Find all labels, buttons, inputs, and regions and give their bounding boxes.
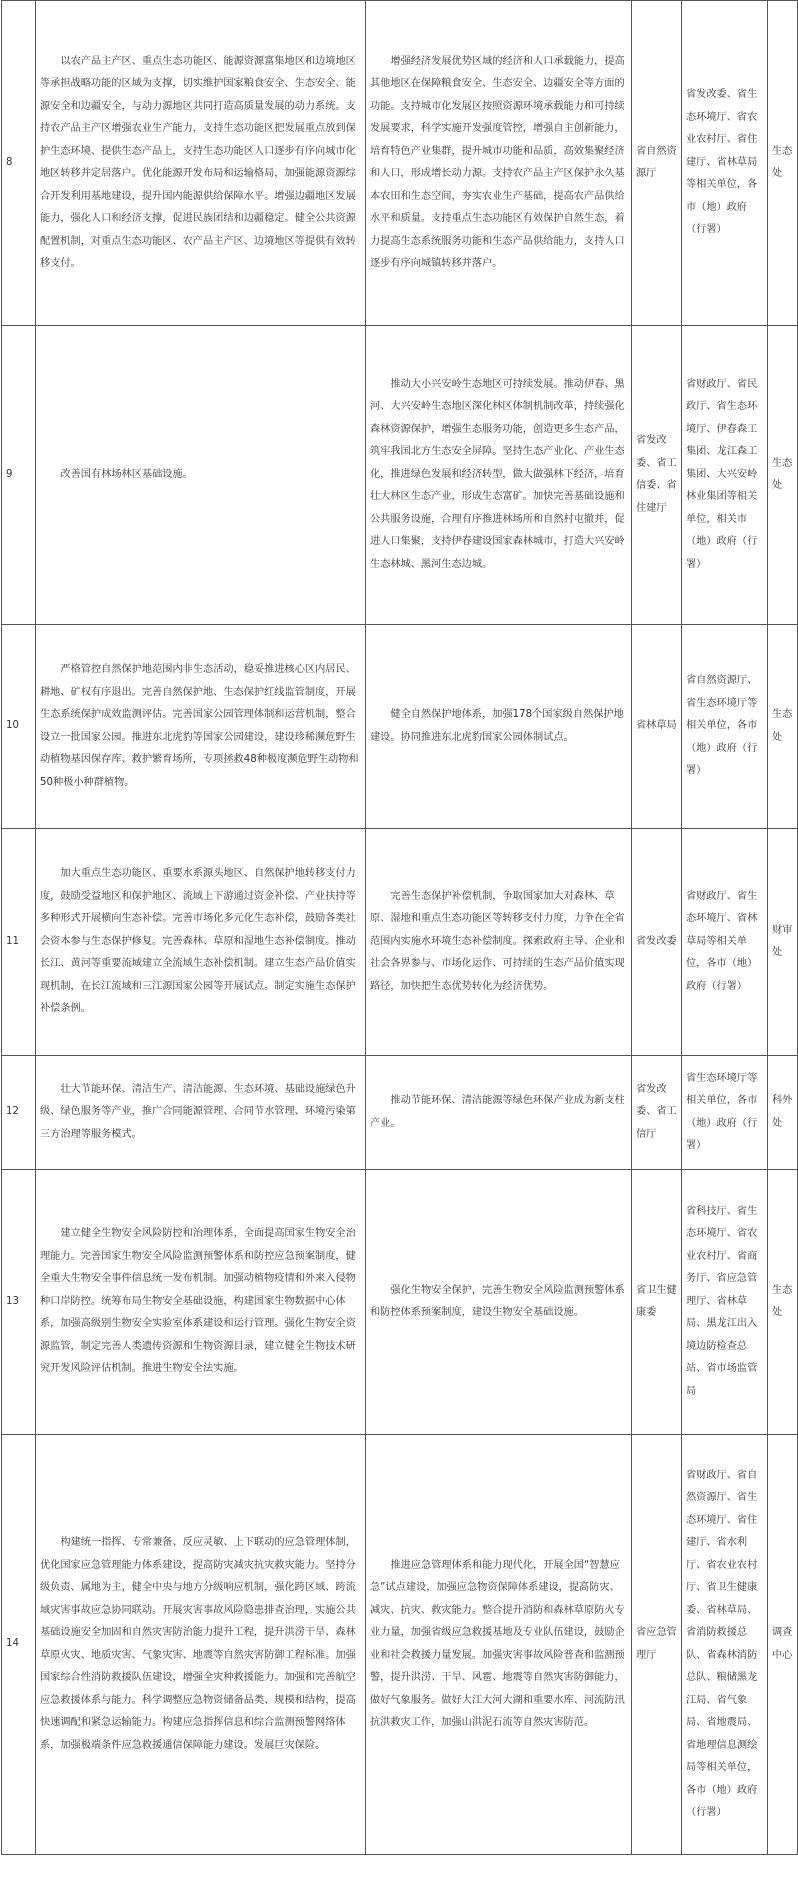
responsible-department: 调查中心 [768, 1435, 798, 1855]
responsible-department: 财审处 [768, 829, 798, 1056]
lead-unit: 省自然资源厅 [632, 1, 682, 326]
task-description: 加大重点生态功能区、重要水系源头地区、自然保护地转移支付力度，鼓励受益地区和保护地区、流域上下游通过资金补偿、产业扶持等多种形式开展横向生态补偿。完善市场化多元化生态补偿，鼓励各类社会资本参与生态保护修复。完善森林、草原和湿地生态补偿制度。推动长江、黄河等重要流域建立全流域生态补偿机制。建立生态产品价值实现机制，在长江流域和三江源国家公园等开展试点。制定实施生态保护补偿条例。 [36, 829, 366, 1056]
task-description: 严格管控自然保护地范围内非生态活动，稳妥推进核心区内居民、耕地、矿权有序退出。完善自然保护地、生态保护红线监管制度，开展生态系统保护成效监测评估。完善国家公园管理体制和运营机制，整合设立一批国家公园。推进东北虎豹等国家公园建设，建设珍稀濒危野生动植物基因保存库、救护繁育场所，专项拯救48种极度濒危野生动物和50种极小种群植物。 [36, 625, 366, 829]
lead-unit: 省林草局 [632, 625, 682, 829]
task-description: 壮大节能环保、清洁生产、清洁能源、生态环境、基础设施绿色升级、绿色服务等产业，推广合同能源管理、合同节水管理、环境污染第三方治理等服务模式。 [36, 1056, 366, 1170]
table-row [2, 1170, 798, 1435]
row-number: 12 [2, 1056, 36, 1170]
cooperating-units: 省发改委、省生态环境厅、省农业农村厅、省住建厅、省林草局等相关单位，各市（地）政府（行署） [682, 1, 768, 326]
task-description: 建立健全生物安全风险防控和治理体系，全面提高国家生物安全治理能力。完善国家生物安全风险监测预警体系和防控应急预案制度，健全重大生物安全事件信息统一发布机制。加强动植物疫情和外来入侵物种口岸防控。统筹布局生物安全基础设施，构建国家生物数据中心体系，加强高级别生物安全实验室体系建设和运行管理。强化生物安全资源监管，制定完善人类遗传资源和生物资源目录，建立健全生物技术研究开发风险评估机制。推进生物安全法实施。 [36, 1170, 366, 1435]
cooperating-units: 省自然资源厅、省生态环境厅等相关单位，各市（地）政府（行署） [682, 625, 768, 829]
responsible-department: 生态处 [768, 326, 798, 625]
row-number: 8 [2, 1, 36, 326]
measure-description: 健全自然保护地体系，加强178个国家级自然保护地建设。协同推进东北虎豹国家公园体制试点。 [366, 625, 632, 829]
table-row [2, 1435, 798, 1855]
table-row [2, 625, 798, 829]
task-description: 构建统一指挥、专常兼备、反应灵敏、上下联动的应急管理体制，优化国家应急管理能力体系建设，提高防灾减灾抗灾救灾能力。坚持分级负责、属地为主，健全中央与地方分级响应机制，强化跨区域、跨流域灾害事故应急协同联动。开展灾害事故风险隐患排查治理，实施公共基础设施安全加固和自然灾害防治能力提升工程，提升洪涝干旱、森林草原火灾、地质灾害、气象灾害、地震等自然灾害防御工程标准。加强国家综合性消防救援队伍建设，增强全灾种救援能力。加强和完善航空应急救援体系与能力。科学调整应急物资储备品类、规模和结构，提高快速调配和紧急运输能力。构建应急指挥信息和综合监测预警网络体系，加强极端条件应急救援通信保障能力建设。发展巨灾保险。 [36, 1435, 366, 1855]
cooperating-units: 省财政厅、省民政厅、省生态环境厅、伊春森工集团、龙江森工集团、大兴安岭林业集团等相关单位，相关市（地）政府（行署） [682, 326, 768, 625]
responsible-department: 生态处 [768, 1170, 798, 1435]
row-number: 14 [2, 1435, 36, 1855]
row-number: 10 [2, 625, 36, 829]
measure-description: 推动节能环保、清洁能源等绿色环保产业成为新支柱产业。 [366, 1056, 632, 1170]
cooperating-units: 省财政厅、省生态环境厅、省林草局等相关单位，各市（地）政府（行署） [682, 829, 768, 1056]
lead-unit: 省发改委 [632, 829, 682, 1056]
lead-unit: 省应急管理厅 [632, 1435, 682, 1855]
lead-unit: 省发改委、省工信厅 [632, 1056, 682, 1170]
row-number: 13 [2, 1170, 36, 1435]
row-number: 11 [2, 829, 36, 1056]
responsible-department: 科外处 [768, 1056, 798, 1170]
table-row [2, 1056, 798, 1170]
measure-description: 强化生物安全保护，完善生物安全风险监测预警体系和防控体系预案制度，建设生物安全基础设施。 [366, 1170, 632, 1435]
task-description: 以农产品主产区、重点生态功能区、能源资源富集地区和边境地区等承担战略功能的区域为支撑，切实维护国家粮食安全、生态安全、能源安全和边疆安全，与动力源地区共同打造高质量发展的动力系统。支持农产品主产区增强农业生产能力，支持生态功能区把发展重点放到保护生态环境、提供生态产品上，支持生态功能区人口逐步有序向城市化地区转移并定居落户。优化能源开发布局和运输格局，加强能源资源综合开发利用基地建设，提升国内能源供给保障水平。增强边疆地区发展能力，强化人口和经济支撑，促进民族团结和边疆稳定。健全公共资源配置机制，对重点生态功能区、农产品主产区、边境地区等提供有效转移支付。 [36, 1, 366, 326]
lead-unit: 省卫生健康委 [632, 1170, 682, 1435]
row-number: 9 [2, 326, 36, 625]
measure-description: 完善生态保护补偿机制，争取国家加大对森林、草原、湿地和重点生态功能区等转移支付力度，力争在全省范围内实施水环境生态补偿制度。探索政府主导、企业和社会各界参与、市场化运作、可持续的生态产品价值实现路径，加快把生态优势转化为经济优势。 [366, 829, 632, 1056]
policy-task-table [1, 0, 798, 1855]
cooperating-units: 省科技厅、省生态环境厅、省农业农村厅、省商务厅、省应急管理厅、省林草局、黑龙江出入境边防检查总站、省市场监管局 [682, 1170, 768, 1435]
table-row [2, 829, 798, 1056]
responsible-department: 生态处 [768, 1, 798, 326]
lead-unit: 省发改委、省工信委、省住建厅 [632, 326, 682, 625]
measure-description: 推动大小兴安岭生态地区可持续发展。推动伊春、黑河、大兴安岭生态地区深化林区体制机制改革，持续强化森林资源保护，增强生态服务功能，创造更多生态产品，筑牢我国北方生态安全屏障。坚持生态产业化、产业生态化，推进绿色发展和经济转型，做大做强林下经济，培育壮大林区生态产业，形成生态富矿。加快完善基础设施和公共服务设施，合理有序推进林场所和自然村屯撤并，促进人口集聚，支持伊春建设国家森林城市，打造大兴安岭生态林城、黑河生态边城。 [366, 326, 632, 625]
cooperating-units: 省生态环境厅等相关单位，各市（地）政府（行署） [682, 1056, 768, 1170]
task-description: 改善国有林场林区基础设施。 [36, 326, 366, 625]
measure-description: 增强经济发展优势区域的经济和人口承载能力，提高其他地区在保障粮食安全、生态安全、边疆安全等方面的功能。支持城市化发展区按照资源环境承载能力和可持续发展要求，科学实施开发强度管控，增强自主创新能力，培育特色产业集群，提升城市功能和品质，高效集聚经济和人口，形成增长动力源。支持农产品主产区保护永久基本农田和生态空间，夯实农业生产基础，提高农产品供给水平和质量。支持重点生态功能区有效保护自然生态，着力提高生态系统服务功能和生态产品供给能力，支持人口逐步有序向城镇转移并落户。 [366, 1, 632, 326]
responsible-department: 生态处 [768, 625, 798, 829]
table-row [2, 326, 798, 625]
table-row [2, 1, 798, 326]
cooperating-units: 省财政厅、省自然资源厅、省生态环境厅、省住建厅、省水利厅、省农业农村厅、省卫生健康委、省林草局、省消防救援总队、省森林消防总队、粮储黑龙江局、省气象局、省地震局、省地理信息测绘局等相关单位，各市（地）政府（行署） [682, 1435, 768, 1855]
measure-description: 推进应急管理体系和能力现代化，开展全国“智慧应急”试点建设，加强应急物资保障体系建设，提高防灾、减灾、抗灾、救灾能力。整合提升消防和森林草原防火专业力量，加强省级应急救援基地及专业队伍建设，鼓励企业和社会救援力量发展。加强灾害事故风险普查和监测预警，提升洪涝、干旱、风雹、地震等自然灾害防御能力，做好气象服务。做好大江大河大湖和重要水库、河流防汛抗洪救灾工作，加强山洪泥石流等自然灾害防范。 [366, 1435, 632, 1855]
